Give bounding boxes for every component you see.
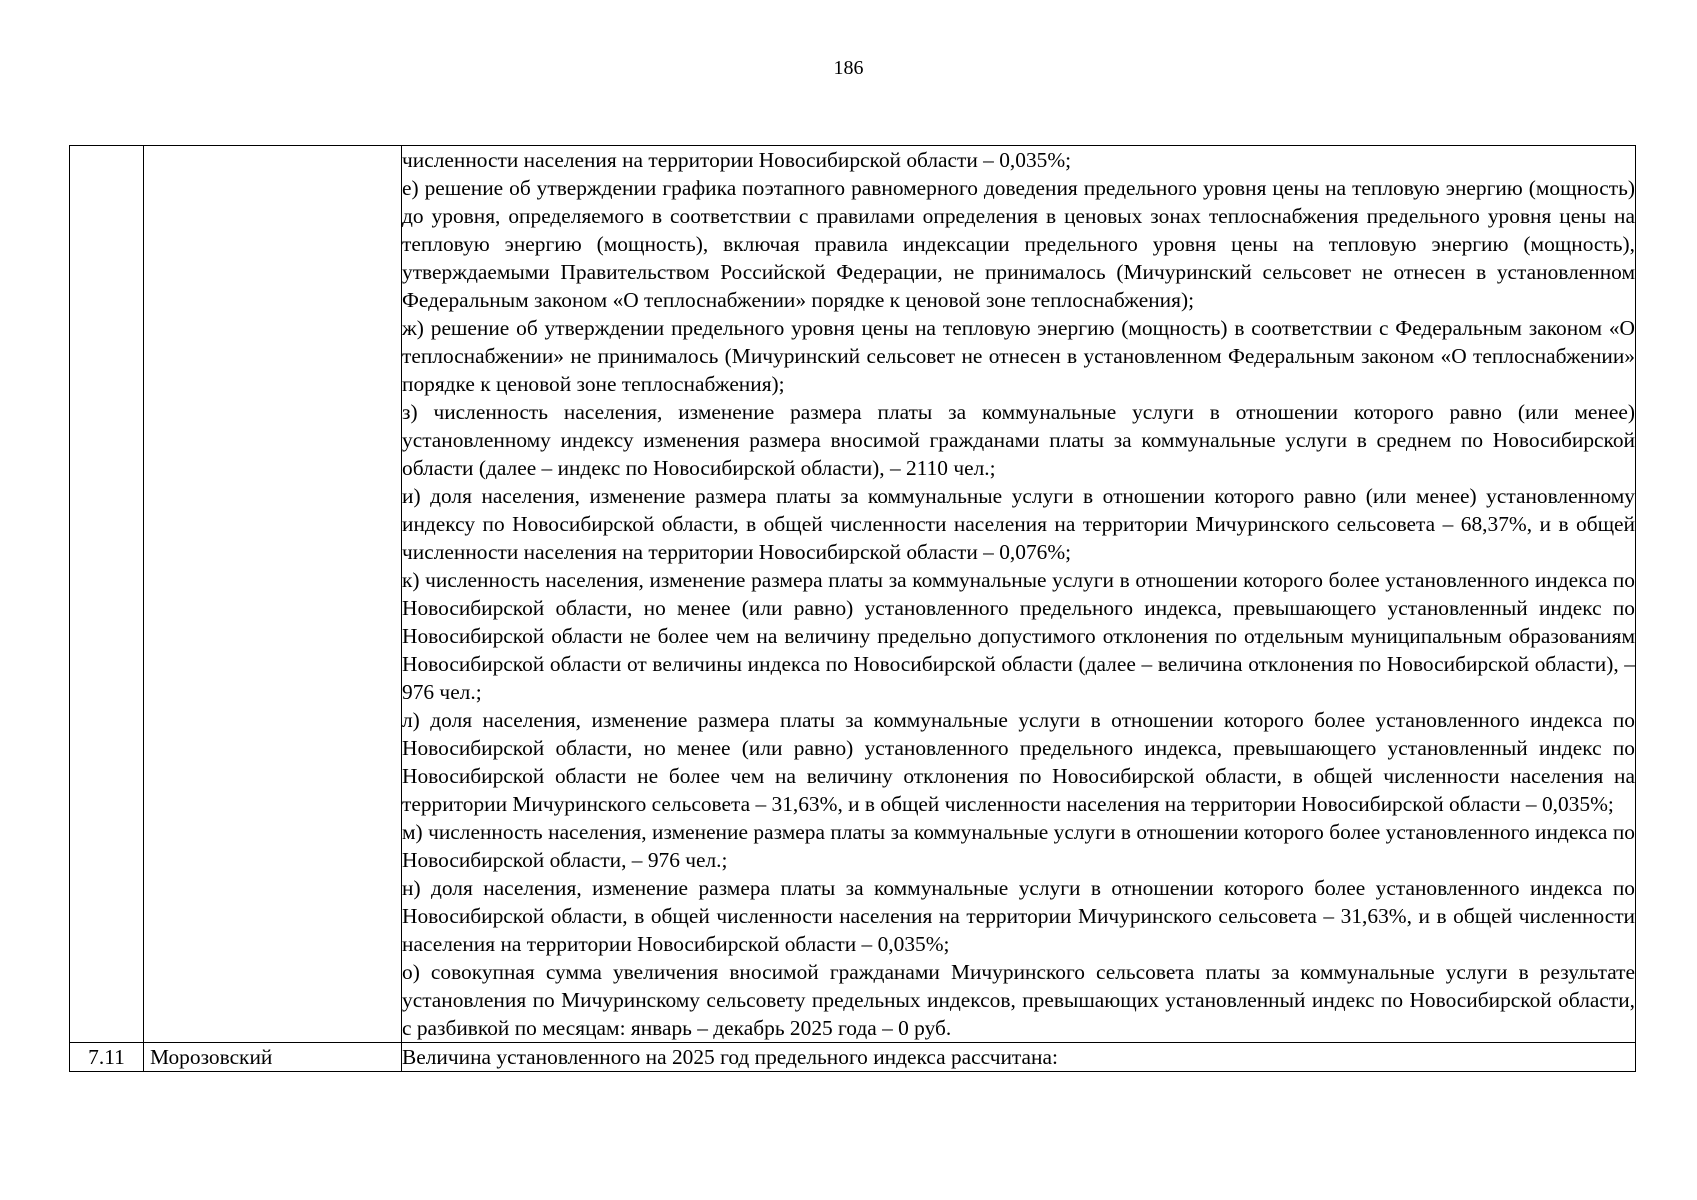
description-cell [402,1043,1636,1072]
paragraph: е) решение об утверждении графика поэтапного равномерного доведения предельного уровня цены на тепловую энергию (мощность) до уровня, определяемого в соответствии с правилами определения в ценовых зонах теплоснабжения предельного уровня цены на тепловую энергию (мощность), включая правила индексации предельного уровня цены на тепловую энергию (мощность), утверждаемыми Правительством Российской Федерации, не принималось (Мичуринский сельсовет не отнесен в установленном Федеральным законом «О теплоснабжении» порядке к ценовой зоне теплоснабжения); [402,176,1635,312]
municipality-cell [144,146,402,1043]
paragraph: численности населения на территории Новосибирской области – 0,035%; [402,148,1072,172]
paragraph: л) доля населения, изменение размера платы за коммунальные услуги в отношении которого более установленного индекса по Новосибирской области, но менее (или равно) установленного предельного индекса, превышающего установленный индекс по Новосибирской области не более чем на величину отклонения по Новосибирской области, в общей численности населения на территории Мичуринского сельсовета – 31,63%, и в общей численности населения на территории Новосибирской области – 0,035%; [402,708,1635,816]
paragraph: Величина установленного на 2025 год предельного индекса рассчитана: [402,1045,1058,1069]
row-number-cell: 7.11 [70,1043,144,1072]
table-row [70,1043,1636,1072]
paragraph: к) численность населения, изменение размера платы за коммунальные услуги в отношении которого более установленного индекса по Новосибирской области, но менее (или равно) установленного предельного индекса, превышающего установленный индекс по Новосибирской области не более чем на величину предельно допустимого отклонения по отдельным муниципальным образованиям Новосибирской области от величины индекса по Новосибирской области (далее – величина отклонения по Новосибирской области), – 976 чел.; [402,568,1635,704]
row-number-cell [70,146,144,1043]
document-table [69,145,1636,1072]
description-cell [402,146,1636,1043]
paragraph: м) численность населения, изменение размера платы за коммунальные услуги в отношении которого более установленного индекса по Новосибирской области, – 976 чел.; [402,820,1635,872]
municipality-cell: Морозовский [144,1043,402,1072]
paragraph: н) доля населения, изменение размера платы за коммунальные услуги в отношении которого более установленного индекса по Новосибирской области, в общей численности населения на территории Мичуринского сельсовета – 31,63%, и в общей численности населения на территории Новосибирской области – 0,035%; [402,876,1635,956]
page-number: 186 [833,57,864,79]
paragraph: з) численность населения, изменение размера платы за коммунальные услуги в отношении которого равно (или менее) установленному индексу изменения размера вносимой гражданами платы за коммунальные услуги в среднем по Новосибирской области (далее – индекс по Новосибирской области), – 2110 чел.; [402,400,1635,480]
paragraph: ж) решение об утверждении предельного уровня цены на тепловую энергию (мощность) в соответствии с Федеральным законом «О теплоснабжении» не принималось (Мичуринский сельсовет не отнесен в установленном Федеральным законом «О теплоснабжении» порядке к ценовой зоне теплоснабжения); [402,316,1635,396]
paragraph: о) совокупная сумма увеличения вносимой гражданами Мичуринского сельсовета платы за коммунальные услуги в результате установления по Мичуринскому сельсовету предельных индексов, превышающих установленный индекс по Новосибирской области, с разбивкой по месяцам: январь – декабрь 2025 года – 0 руб. [402,960,1635,1040]
table-row [70,146,1636,1043]
paragraph: и) доля населения, изменение размера платы за коммунальные услуги в отношении которого равно (или менее) установленному индексу по Новосибирской области, в общей численности населения на территории Мичуринского сельсовета – 68,37%, и в общей численности населения на территории Новосибирской области – 0,076%; [402,484,1635,564]
